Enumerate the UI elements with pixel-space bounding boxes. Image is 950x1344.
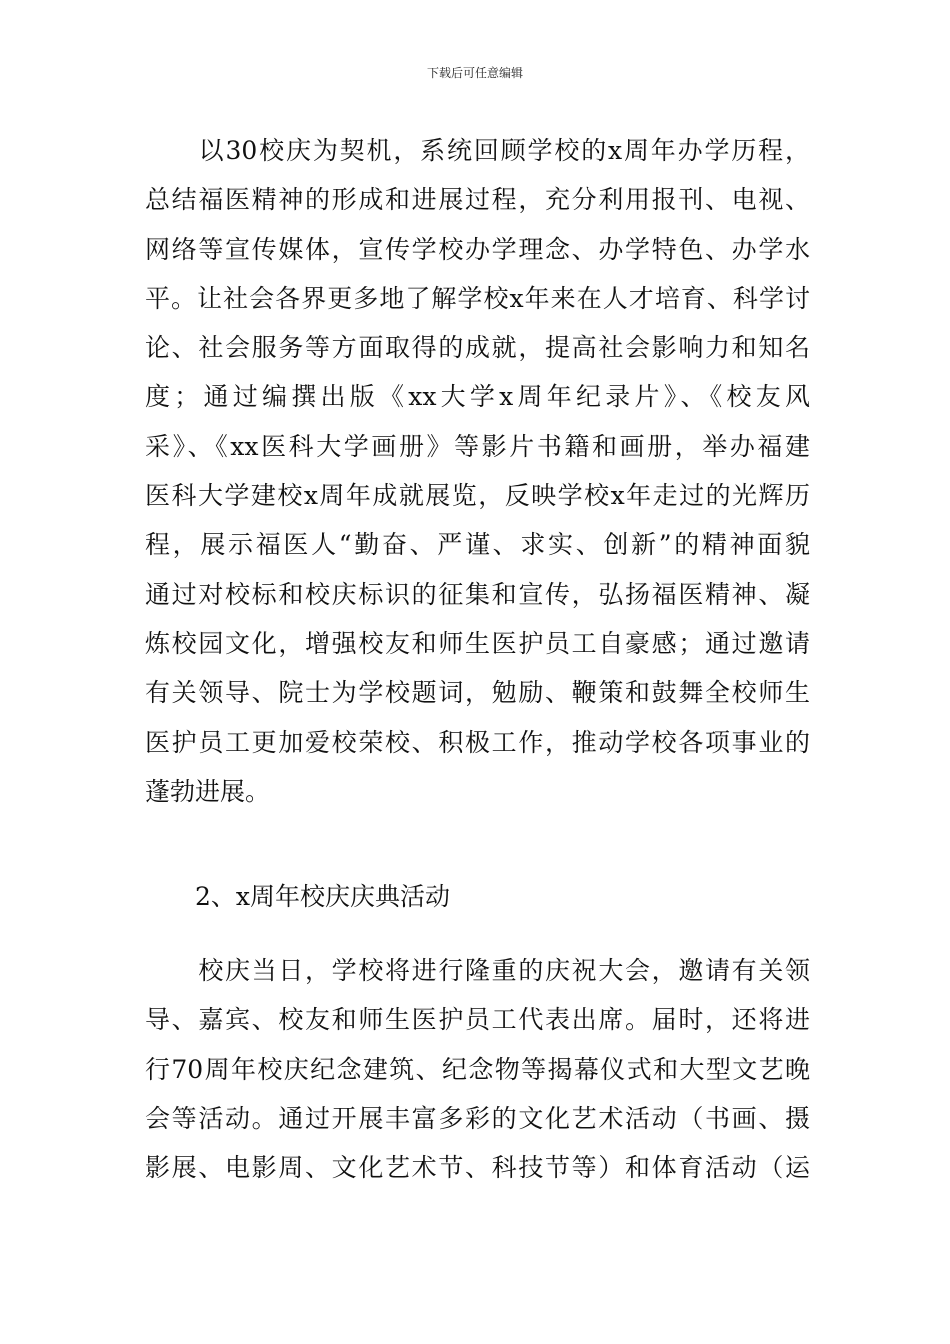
text-line: 医科大学建校x周年成就展览，反映学校x年走过的光辉历 <box>145 481 810 511</box>
text-line: 通过对校标和校庆标识的征集和宣传，弘扬福医精神、凝 <box>145 579 810 609</box>
text-line: 网络等宣传媒体，宣传学校办学理念、办学特色、办学水 <box>145 234 810 264</box>
text-line: 医护员工更加爱校荣校、积极工作，推动学校各项事业的 <box>145 727 810 757</box>
text-line: 总结福医精神的形成和进展过程，充分利用报刊、电视、 <box>145 185 810 215</box>
page-header: 下载后可任意编辑 <box>426 66 523 80</box>
text-line: 校庆当日，学校将进行隆重的庆祝大会，邀请有关领 <box>145 956 810 985</box>
text-line: 采》、《xx医科大学画册》等影片书籍和画册，举办福建 <box>145 431 810 461</box>
text-line: 影展、电影周、文化艺术节、科技节等）和体育活动（运 <box>145 1153 810 1183</box>
paragraph-1 <box>145 126 810 816</box>
text-line: 蓬勃进展。 <box>145 776 271 806</box>
text-line: 炼校园文化，增强校友和师生医护员工自豪感；通过邀请 <box>145 628 810 658</box>
text-line: 行70周年校庆纪念建筑、纪念物等揭幕仪式和大型文艺晚 <box>145 1054 810 1084</box>
text-line: 以30校庆为契机，系统回顾学校的x周年办学历程， <box>145 136 810 165</box>
text-line: 论、社会服务等方面取得的成就，提高社会影响力和知名 <box>145 333 810 363</box>
text-line: 有关领导、院士为学校题词，勉励、鞭策和鼓舞全校师生 <box>145 678 810 708</box>
text-line: 程，展示福医人“勤奋、严谨、求实、创新”的精神面貌 <box>145 530 810 560</box>
text-line: 度；通过编撰出版《xx大学x周年纪录片》、《校友风 <box>145 382 810 412</box>
text-line: 平。让社会各界更多地了解学校x年来在人才培育、科学讨 <box>145 283 810 313</box>
paragraph-2 <box>145 946 810 1192</box>
text-line: 会等活动。通过开展丰富多彩的文化艺术活动（书画、摄 <box>145 1103 810 1133</box>
text-line: 导、嘉宾、校友和师生医护员工代表出席。届时，还将进 <box>145 1005 810 1035</box>
section-heading: 2、x周年校庆庆典活动 <box>195 882 451 911</box>
